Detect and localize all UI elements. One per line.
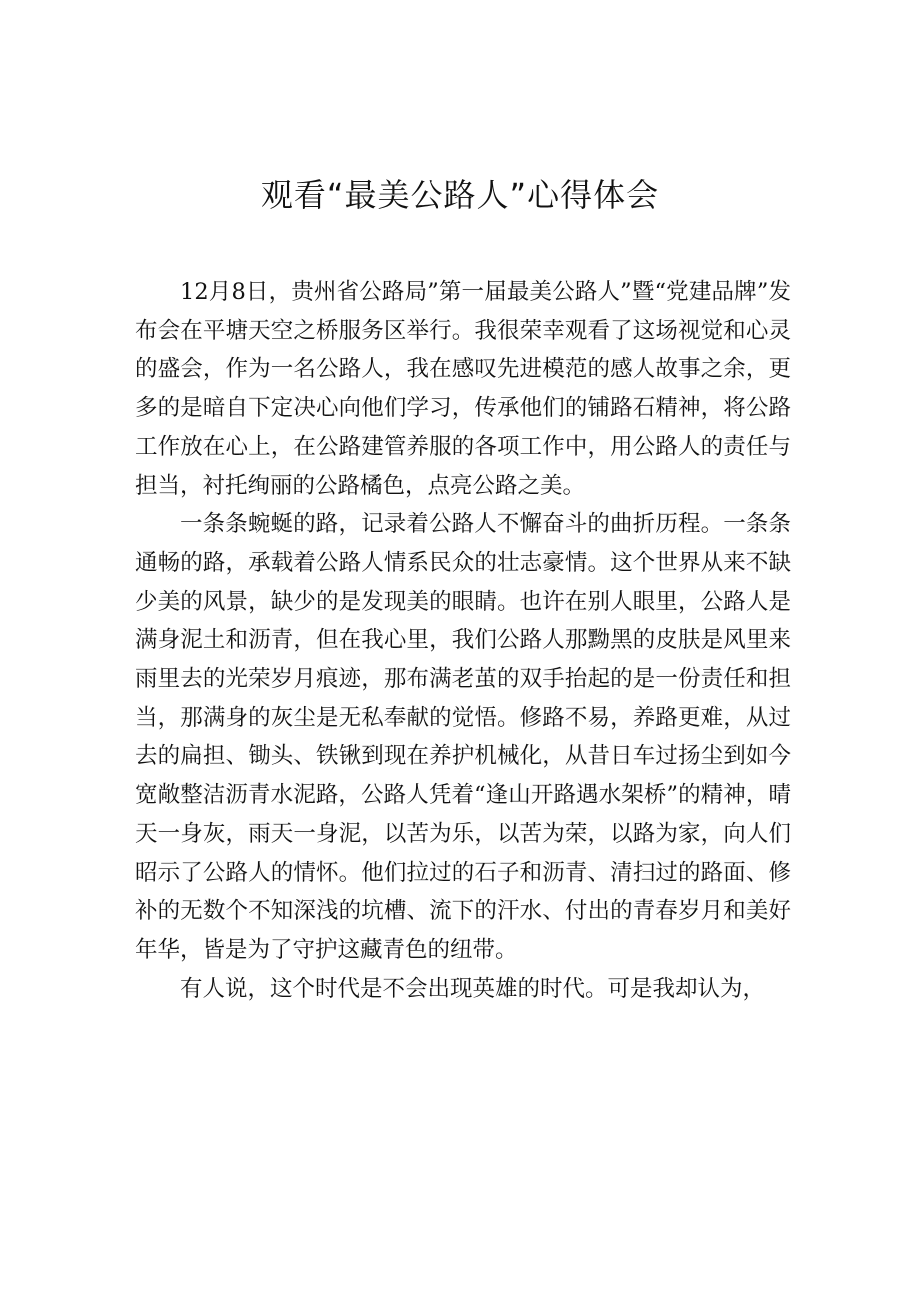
document-body xyxy=(135,273,791,1008)
document-title: 观看“最美公路人”心得体会 xyxy=(260,176,660,214)
paragraph-1: 12月8日，贵州省公路局”第一届最美公路人”暨“党建品牌”发布会在平塘天空之桥服务区举行。我很荣幸观看了这场视觉和心灵的盛会，作为一名公路人，我在感叹先进模范的感人故事之余，更多的是暗自下定决心向他们学习，传承他们的铺路石精神，将公路工作放在心上，在公路建管养服的各项工作中，用公路人的责任与担当，衬托绚丽的公路橘色，点亮公路之美。 xyxy=(135,279,791,499)
paragraph-3: 有人说，这个时代是不会出现英雄的时代。可是我却认为， xyxy=(180,975,766,1002)
paragraph-2: 一条条蜿蜒的路，记录着公路人不懈奋斗的曲折历程。一条条通畅的路，承载着公路人情系民众的壮志豪情。这个世界从来不缺少美的风景，缺少的是发现美的眼睛。也许在别人眼里，公路人是满身泥土和沥青，但在我心里，我们公路人那黝黑的皮肤是风里来雨里去的光荣岁月痕迹，那布满老茧的双手抬起的是一份责任和担当，那满身的灰尘是无私奉献的觉悟。修路不易，养路更难，从过去的扁担、锄头、铁锹到现在养护机械化，从昔日车过扬尘到如今宽敞整洁沥青水泥路，公路人凭着“逢山开路遇水架桥”的精神，晴天一身灰，雨天一身泥，以苦为乐，以苦为荣，以路为家，向人们昭示了公路人的情怀。他们拉过的石子和沥青、清扫过的路面、修补的无数个不知深浅的坑槽、流下的汗水、付出的青春岁月和美好年华，皆是为了守护这藏青色的纽带。 xyxy=(135,511,791,963)
